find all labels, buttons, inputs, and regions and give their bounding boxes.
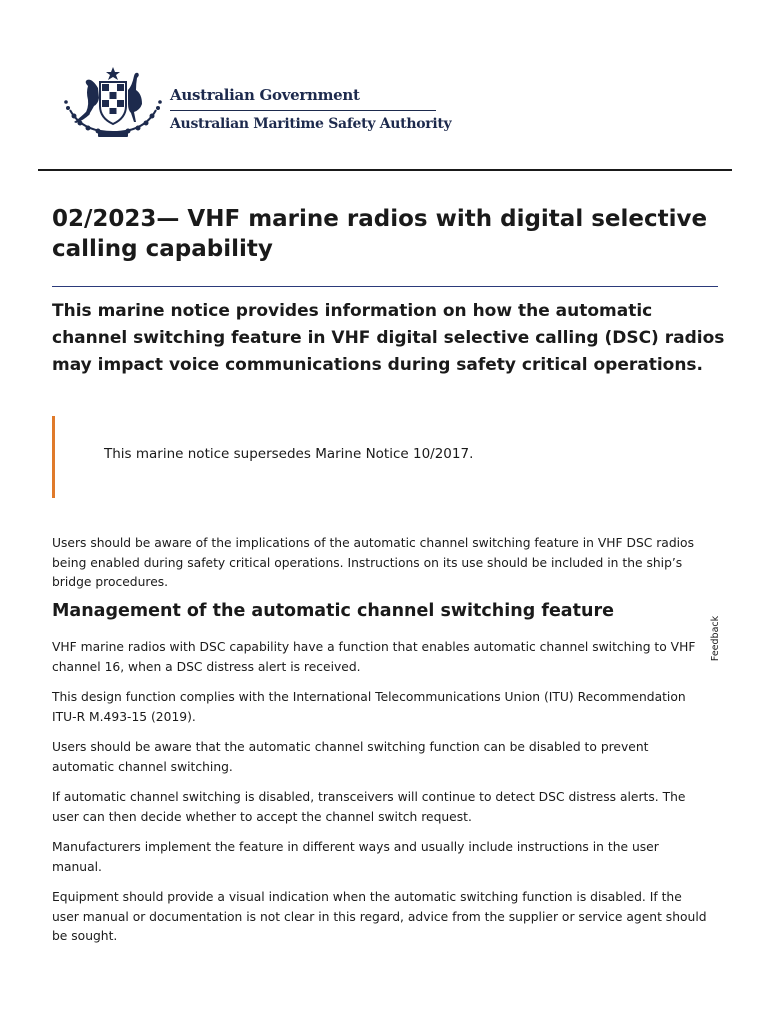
agency-name: Australian Maritime Safety Authority — [170, 116, 452, 132]
supersedes-text: This marine notice supersedes Marine Notice 10/2017. — [104, 446, 474, 462]
top-divider — [38, 169, 732, 171]
feedback-button[interactable] — [703, 612, 729, 664]
lead-summary: This marine notice provides information on how the automatic channel switching feature in VHF digital selective calling (DSC) radios may impact voice communications during safety critical operations. — [52, 301, 725, 375]
callout-accent-bar — [52, 416, 55, 498]
page-title: 02/2023— VHF marine radios with digital selective calling capability — [52, 206, 708, 262]
section-paragraph-3: Users should be aware that the automatic channel switching function can be disabled to prevent automatic channel switching. — [52, 740, 649, 774]
government-name: Australian Government — [170, 86, 360, 104]
coat-of-arms-logo — [62, 66, 164, 140]
section-paragraph-2: This design function complies with the International Telecommunications Union (ITU) Recommendation ITU-R M.493-15 (2019). — [52, 690, 686, 724]
section-paragraph-6: Equipment should provide a visual indication when the automatic switching function is disabled. If the user manual or documentation is not clear in this regard, advice from the supplier or service agent should be sought. — [52, 890, 707, 943]
supersedes-callout — [52, 416, 712, 498]
title-divider — [52, 286, 718, 287]
header-divider — [170, 110, 436, 111]
feedback-label: Feedback — [710, 615, 722, 661]
section-paragraph-5: Manufacturers implement the feature in different ways and usually include instructions in the user manual. — [52, 840, 659, 874]
section-paragraph-1: VHF marine radios with DSC capability have a function that enables automatic channel switching to VHF channel 16, when a DSC distress alert is received. — [52, 640, 696, 674]
intro-paragraph: Users should be aware of the implications of the automatic channel switching feature in VHF DSC radios being enabled during safety critical operations. Instructions on its use should be included in the ship’s bridge procedures. — [52, 536, 694, 589]
site-header — [62, 62, 452, 142]
section-heading: Management of the automatic channel switching feature — [52, 601, 614, 621]
section-paragraph-4: If automatic channel switching is disabled, transceivers will continue to detect DSC distress alerts. The user can then decide whether to accept the channel switch request. — [52, 790, 686, 824]
